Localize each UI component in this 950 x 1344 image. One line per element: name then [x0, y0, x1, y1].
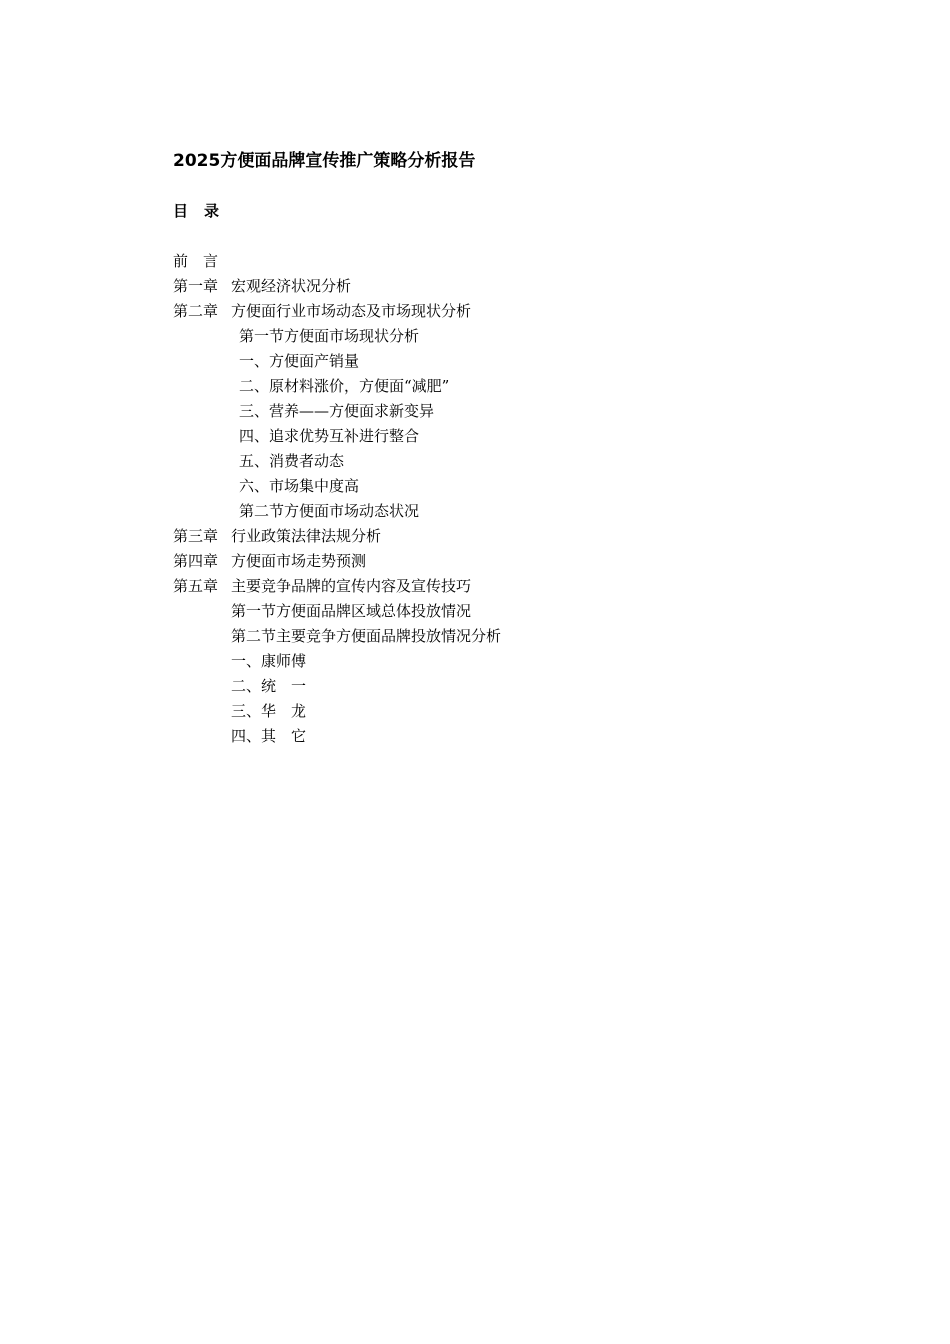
toc-entry-text: 一、康师傅: [231, 652, 307, 670]
toc-entry-section[interactable]: [173, 599, 773, 624]
toc-entry-text: 行业政策法律法规分析: [231, 527, 382, 545]
toc-entry-number: 第一章: [173, 277, 219, 295]
toc-entry-section[interactable]: [173, 499, 773, 524]
toc-entry-chapter-2[interactable]: [173, 299, 773, 324]
toc-entry-text: 六、市场集中度高: [239, 477, 360, 495]
toc-entry-number: 前 言: [173, 252, 219, 270]
toc-entry-text: 一、方便面产销量: [239, 352, 360, 370]
toc-entry-section[interactable]: [173, 324, 773, 349]
toc-entry-text: 方便面市场走势预测: [231, 552, 367, 570]
toc-entry-text: 二、原材料涨价，方便面“减肥”: [239, 377, 450, 395]
toc-entry-subsection[interactable]: [173, 424, 773, 449]
toc-entry-text: 五、消费者动态: [239, 452, 345, 470]
toc-entry-text: 宏观经济状况分析: [231, 277, 352, 295]
toc-entry-text: 第二节主要竞争方便面品牌投放情况分析: [231, 627, 502, 645]
toc-entry-text: 方便面行业市场动态及市场现状分析: [231, 302, 472, 320]
toc-entry-text: 四、追求优势互补进行整合: [239, 427, 420, 445]
toc-entry-section[interactable]: [173, 624, 773, 649]
toc-entry-text: 二、统 一: [231, 677, 307, 695]
toc-entry-number: 第五章: [173, 577, 219, 595]
toc-entry-number: 第二章: [173, 302, 219, 320]
toc-entry-chapter-3[interactable]: [173, 524, 773, 549]
toc-entry-text: 第一节方便面市场现状分析: [239, 327, 420, 345]
toc-entry-text: 四、其 它: [231, 727, 307, 745]
toc-entry-chapter-5[interactable]: [173, 574, 773, 599]
toc-entry-text: 第一节方便面品牌区域总体投放情况: [231, 602, 472, 620]
toc-entry-text: 三、营养——方便面求新变异: [239, 402, 435, 420]
toc-entry-chapter-4[interactable]: [173, 549, 773, 574]
toc-entry-preface[interactable]: [173, 249, 773, 274]
toc-heading: [173, 200, 219, 222]
toc-entry-subsection[interactable]: [173, 724, 773, 749]
toc-entry-text: 三、华 龙: [231, 702, 307, 720]
toc-entry-text: 第二节方便面市场动态状况: [239, 502, 420, 520]
toc-entry-text: 主要竞争品牌的宣传内容及宣传技巧: [231, 577, 472, 595]
toc-entry-subsection[interactable]: [173, 474, 773, 499]
toc-entry-chapter-1[interactable]: [173, 274, 773, 299]
toc-entry-subsection[interactable]: [173, 399, 773, 424]
toc-heading-char-2: 录: [204, 202, 220, 220]
toc-entry-subsection[interactable]: [173, 449, 773, 474]
toc-entry-subsection[interactable]: [173, 349, 773, 374]
toc-entry-subsection[interactable]: [173, 674, 773, 699]
toc-entry-subsection[interactable]: [173, 649, 773, 674]
document-title: 2025方便面品牌宣传推广策略分析报告: [173, 151, 476, 171]
table-of-contents: [173, 249, 773, 749]
toc-entry-subsection[interactable]: [173, 699, 773, 724]
toc-heading-char-1: 目: [173, 202, 189, 220]
toc-entry-subsection[interactable]: [173, 374, 773, 399]
toc-entry-number: 第三章: [173, 527, 219, 545]
toc-entry-number: 第四章: [173, 552, 219, 570]
